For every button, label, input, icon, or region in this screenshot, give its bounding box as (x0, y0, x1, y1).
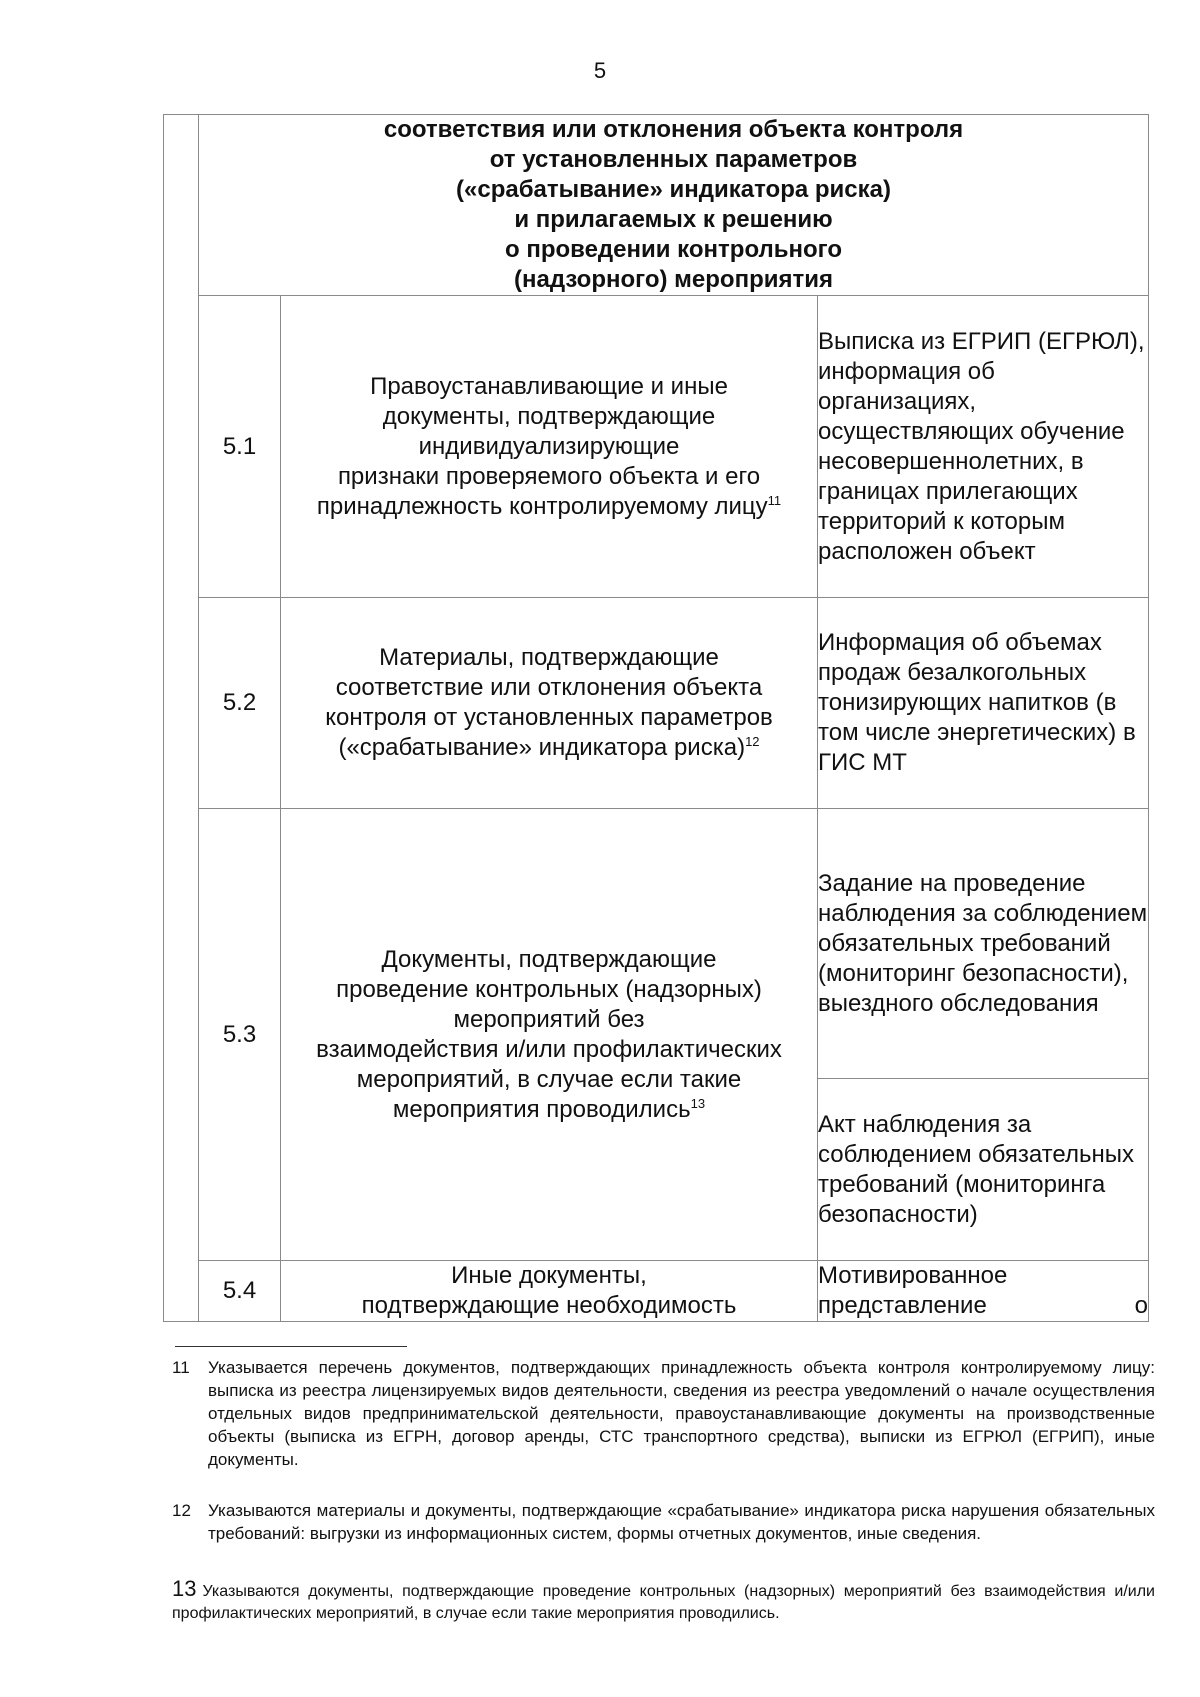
row-description (281, 296, 818, 598)
description-line: принадлежность контролируемому лицу$^{11}$ (316, 492, 782, 520)
description-line: Документы, подтверждающие (381, 945, 717, 973)
row-description (281, 598, 818, 809)
row-number: 5.3 (199, 809, 281, 1261)
footnote-text: Указывается перечень документов, подтверждающих принадлежность объекта контроля контролируемому лицу: выписка из реестра лицензируемых видов деятельности, сведения из реестра уведомлений о начале осуществления отдельных видов предпринимательской деятельности, правоустанавливающие документы на производственные объекты (выписка из ЕГРН, договор аренды, СТС транспортного средства), выписки из ЕГРЮЛ (ЕГРИП), иные документы. (208, 1358, 1155, 1469)
description-line: подтверждающие необходимость (361, 1292, 737, 1319)
table-header-cell (199, 115, 1149, 296)
documents-table (163, 114, 1149, 1322)
description-line: мероприятий, в случае если такие (356, 1065, 742, 1093)
description-line: индивидуализирующие (418, 432, 680, 460)
footnote-number: 12 (172, 1501, 191, 1520)
row-source-document: Информация об объемах продаж безалкогольных тонизирующих напитков (в том числе энергетических) в ГИС МТ (818, 598, 1149, 809)
description-line: документы, подтверждающие (382, 402, 716, 430)
description-line: мероприятий без (453, 1005, 645, 1033)
header-line: и прилагаемых к решению (514, 206, 833, 233)
footnote-text: Указываются материалы и документы, подтверждающие «срабатывание» индикатора риска нарушения обязательных требований: выгрузки из информационных систем, формы отчетных документов, иные сведения. (208, 1501, 1155, 1543)
description-line: Правоустанавливающие и иные (370, 372, 728, 400)
header-line: («срабатывание» индикатора риска) (456, 176, 891, 203)
row-source-document-a: Задание на проведение наблюдения за соблюдением обязательных требований (мониторинг безопасности), выездного обследования (818, 809, 1149, 1079)
description-line: Материалы, подтверждающие (379, 644, 719, 671)
footnote-text: Указываются документы, подтверждающие проведение контрольных (надзорных) мероприятий без взаимодействия и/или профилактических мероприятий, в случае если такие мероприятия проводились. (172, 1583, 1155, 1622)
header-line: о проведении контрольного (505, 236, 843, 263)
row-number: 5.2 (199, 598, 281, 809)
description-line: мероприятия проводились$^{13}$ (392, 1095, 706, 1123)
description-line: проведение контрольных (надзорных) (336, 975, 762, 1003)
row-source-document: Мотивированное представление о (818, 1261, 1149, 1322)
row-source-document: Выписка из ЕГРИП (ЕГРЮЛ), информация об организациях, осуществляющих обучение несовершеннолетних, в границах прилегающих территорий к которым расположен объект (818, 296, 1149, 598)
description-line: соответствие или отклонения объекта (335, 674, 763, 701)
header-line: от установленных параметров (489, 146, 858, 173)
footnote-ref[interactable]: 12 (745, 734, 760, 749)
row-number: 5.1 (199, 296, 281, 598)
table-row (164, 809, 1149, 1079)
table-row (164, 1261, 1149, 1322)
footnote-ref[interactable]: 13 (690, 1095, 706, 1111)
row-description (281, 809, 818, 1261)
row-description (281, 1261, 818, 1322)
footnote-ref[interactable]: 11 (767, 492, 782, 508)
table-row (164, 598, 1149, 809)
footnote-number: 11 (172, 1358, 190, 1377)
table-header-row (164, 115, 1149, 296)
footnote-13 (172, 1578, 1155, 1625)
header-line: (надзорного) мероприятия (513, 266, 834, 293)
header-line: соответствия или отклонения объекта контроля (383, 116, 964, 143)
description-line: признаки проверяемого объекта и его (337, 462, 761, 490)
description-line: («срабатывание» индикатора риска)$^{12}$ (338, 734, 760, 761)
footnote-number: 13 (172, 1576, 197, 1601)
description-line: контроля от установленных параметров (325, 704, 773, 731)
description-line: Иные документы, (451, 1262, 647, 1289)
footnote-12 (172, 1499, 1155, 1545)
page-number: 5 (593, 58, 607, 83)
description-line: взаимодействия и/или профилактических (316, 1035, 782, 1063)
table-row (164, 296, 1149, 598)
row-source-document-b: Акт наблюдения за соблюдением обязательных требований (мониторинга безопасности) (818, 1079, 1149, 1261)
row-number: 5.4 (199, 1261, 281, 1322)
footnote-separator (175, 1346, 407, 1347)
outer-left-column (164, 115, 199, 1322)
footnote-11 (172, 1356, 1155, 1471)
